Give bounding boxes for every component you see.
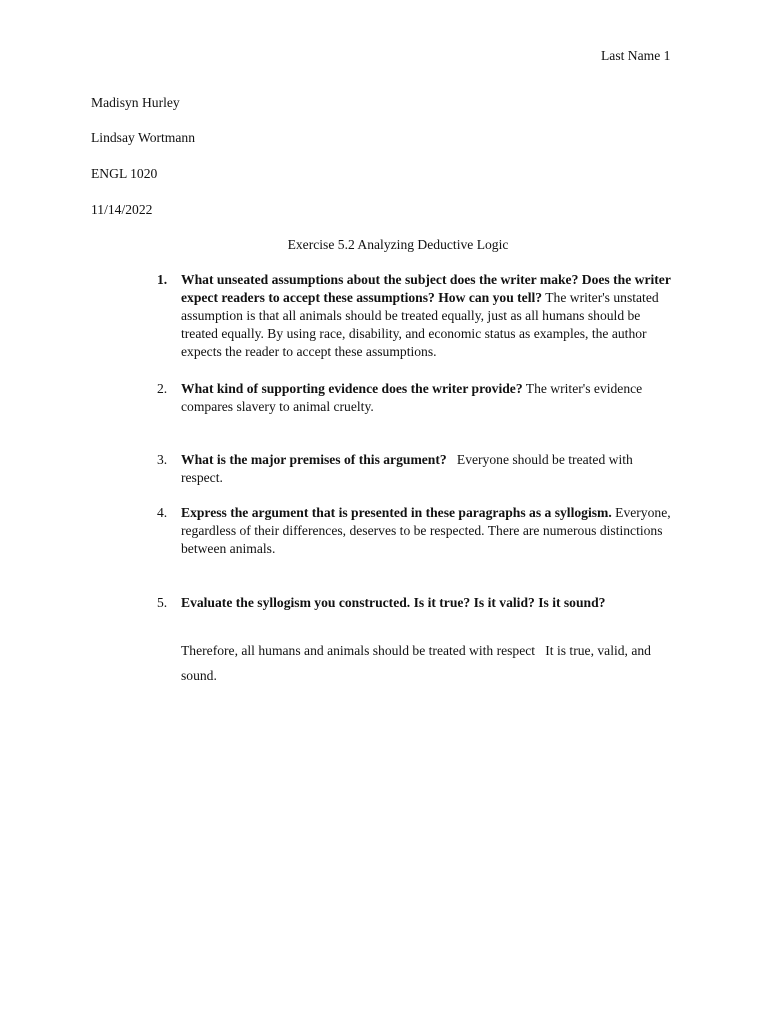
question-body: [181, 451, 677, 487]
question-text: Express the argument that is presented in these paragraphs as a syllogism.: [181, 505, 612, 520]
question-number: 3.: [157, 452, 168, 467]
question-body: [181, 504, 677, 558]
student-name: Madisyn Hurley: [91, 95, 180, 110]
answer-text: The writer's unstated assumption is that all animals should be treated equally, just as all humans should be treated equally. By using race, disability, and economic status as examples, the author expects the reader to accept these assumptions.: [181, 290, 659, 359]
question-item-4: [157, 504, 677, 558]
answer-text: Everyone should be treated with respect.: [181, 452, 637, 485]
question-item-2: [157, 380, 677, 416]
question-text: What is the major premises of this argument?: [181, 452, 447, 467]
question-text: What unseated assumptions about the subject does the writer make? Does the writer expect readers to accept these assumptions? How can you tell?: [181, 272, 671, 305]
question-item-3: [157, 451, 677, 487]
running-head: Last Name 1: [601, 48, 671, 63]
question-text: Evaluate the syllogism you constructed. Is it true? Is it valid? Is it sound?: [181, 595, 606, 610]
final-answer: Therefore, all humans and animals should be treated with respect It is true, valid, and sound.: [181, 643, 655, 683]
question-number: 2.: [157, 381, 168, 396]
question-body: [181, 594, 677, 612]
course-name: ENGL 1020: [91, 166, 158, 181]
question-body: [181, 380, 677, 416]
instructor-name: Lindsay Wortmann: [91, 130, 195, 145]
answer-text: The writer's evidence compares slavery to animal cruelty.: [181, 381, 643, 414]
question-body: [181, 271, 677, 361]
question-number: 4.: [157, 505, 168, 520]
page-title: Exercise 5.2 Analyzing Deductive Logic: [287, 237, 509, 252]
question-text: What kind of supporting evidence does the writer provide?: [181, 381, 523, 396]
date: 11/14/2022: [91, 202, 153, 217]
answer-text: Everyone, regardless of their differences, deserves to be respected. There are numerous distinctions between animals.: [181, 505, 671, 556]
question-number: 1.: [157, 272, 168, 287]
question-item-5: [157, 594, 677, 612]
question-item-1: [157, 271, 677, 361]
question-number: 5.: [157, 595, 168, 610]
